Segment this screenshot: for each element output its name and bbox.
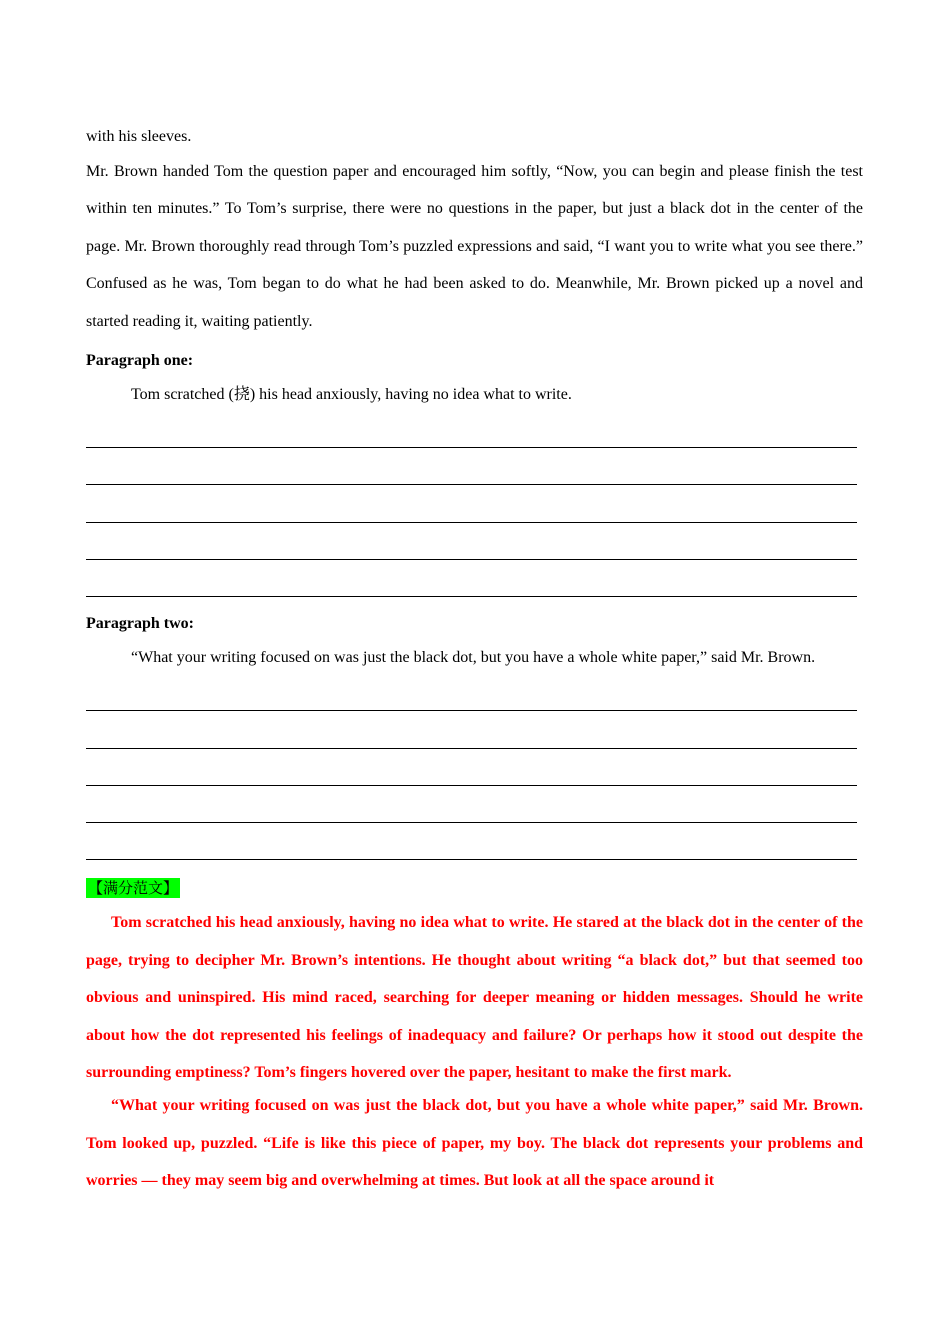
writing-line[interactable]	[86, 675, 857, 711]
story-lead-in: with his sleeves.	[86, 128, 192, 145]
writing-line[interactable]	[86, 449, 857, 485]
model-answer-paragraph-two: “What your writing focused on was just the black dot, but you have a whole white paper,” said Mr. Brown. Tom looked up, puzzled. “Life is like this piece of paper, my boy. The black dot represents your problems and worries — they may seem big and overwhelming at times. But look at all the space around it	[86, 1097, 863, 1190]
model-answer-tag: 【满分范文】	[88, 879, 179, 898]
paragraph-two-heading: Paragraph two:	[86, 615, 194, 633]
model-answer-paragraph-one: Tom scratched his head anxiously, having no idea what to write. He stared at the black dot in the center of the page, trying to decipher Mr. Brown’s intentions. He thought about writing “a black dot,” but that seemed too obvious and uninspired. His mind raced, searching for deeper meaning or hidden messages. Should he write about how the dot represented his feelings of inadequacy and failure? Or perhaps how it stood out despite the surrounding emptiness? Tom’s fingers hovered over the paper, hesitant to make the first mark.	[86, 914, 863, 1082]
writing-line[interactable]	[86, 713, 857, 749]
writing-line[interactable]	[86, 750, 857, 786]
paragraph-two-writing-area[interactable]	[86, 675, 857, 860]
story-paragraph: Mr. Brown handed Tom the question paper and encouraged him softly, “Now, you can begin and please finish the test within ten minutes.” To Tom’s surprise, there were no questions in the paper, but just a black dot in the center of the page. Mr. Brown thoroughly read through Tom’s puzzled expressions and said, “I want you to write what you see there.” Confused as he was, Tom began to do what he had been asked to do. Meanwhile, Mr. Brown picked up a novel and started reading it, waiting patiently.	[86, 163, 863, 330]
worksheet-page	[86, 124, 863, 1200]
paragraph-one-writing-area[interactable]	[86, 412, 857, 597]
writing-line[interactable]	[86, 787, 857, 823]
writing-line[interactable]	[86, 561, 857, 597]
paragraph-one-heading: Paragraph one:	[86, 352, 194, 370]
writing-line[interactable]	[86, 412, 857, 448]
writing-line[interactable]	[86, 824, 857, 860]
model-answer-tag-line	[86, 876, 863, 901]
paragraph-two-prompt: “What your writing focused on was just the black dot, but you have a whole white paper,” said Mr. Brown.	[131, 649, 816, 667]
writing-line[interactable]	[86, 524, 857, 560]
paragraph-one-prompt: Tom scratched (挠) his head anxiously, having no idea what to write.	[131, 386, 572, 404]
writing-line[interactable]	[86, 487, 857, 523]
